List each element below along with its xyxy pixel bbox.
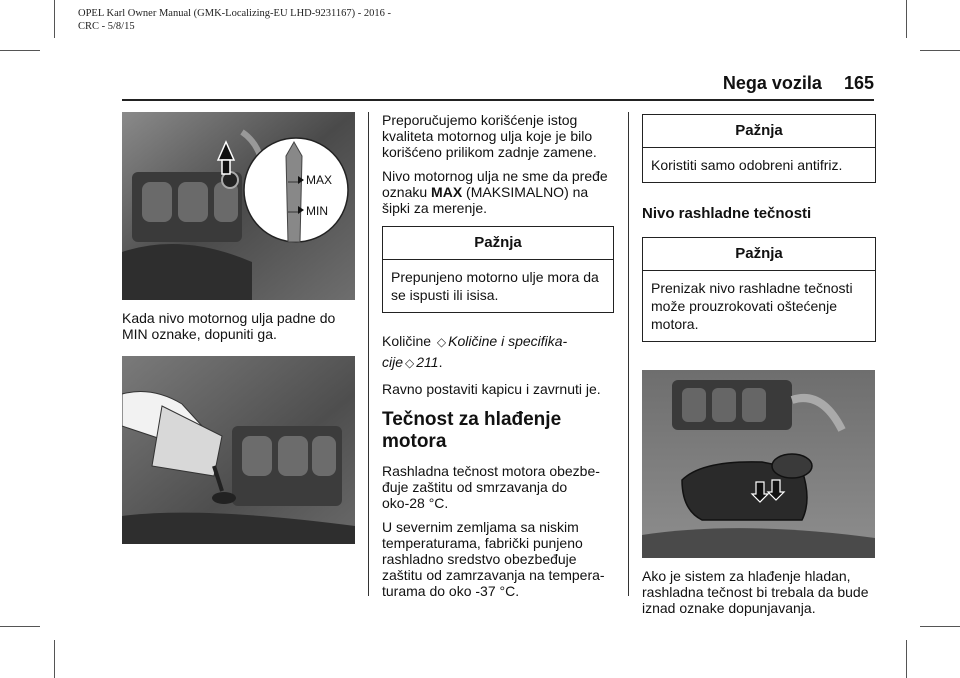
cross-reference-link[interactable]: cije <box>382 354 404 370</box>
text-run: (MAKSIMALNO) na <box>462 184 589 200</box>
caution-body <box>383 260 613 312</box>
caution-title: Pažnja <box>643 115 875 148</box>
chapter-title: Nega vozila <box>722 73 822 93</box>
crop-mark <box>920 626 960 627</box>
figure-oil-filling <box>122 356 355 544</box>
caution-body <box>643 271 875 341</box>
paragraph <box>382 112 614 160</box>
text-line: Nivo motornog ulja ne sme da pređe <box>382 168 608 184</box>
meta-line: CRC - 5/8/15 <box>78 21 135 32</box>
caution-body <box>643 148 875 182</box>
header-rule <box>122 99 874 101</box>
paragraph <box>382 331 614 373</box>
text-line: Koristiti samo odobreni antifriz. <box>651 157 843 173</box>
text-line: korišćeno prilikom zadnje zamene. <box>382 144 597 160</box>
text-line: U severnim zemljama sa niskim <box>382 519 579 535</box>
caution-box <box>642 114 876 183</box>
text-line: Prepunjeno motorno ulje mora da <box>391 269 599 285</box>
running-header <box>723 73 874 94</box>
paragraph <box>382 519 614 599</box>
text-line: oko-28 °C. <box>382 495 449 511</box>
text-line: Rashladna tečnost motora obezbe- <box>382 463 600 479</box>
text-line: zaštitu od zamrzavanja na tempera- <box>382 567 605 583</box>
page-number: 165 <box>843 73 874 93</box>
print-metadata <box>78 7 391 33</box>
caution-title: Pažnja <box>643 238 875 271</box>
paragraph <box>122 310 355 342</box>
column-right <box>642 112 876 624</box>
crop-mark <box>906 0 907 38</box>
text-line: rashladno sredstvo obezbeđuje <box>382 551 577 567</box>
section-title <box>382 409 614 453</box>
reference-arrow-icon: ◇ <box>436 335 447 349</box>
text-line: šipki za merenje. <box>382 200 488 216</box>
figure-coolant-reservoir <box>642 370 875 558</box>
text-line: Ako je sistem za hlađenje hladan, <box>642 568 851 584</box>
paragraph <box>382 463 614 511</box>
text-line: temperaturama, fabrički punjeno <box>382 535 583 551</box>
subsection-title: Nivo rashladne tečnosti <box>642 205 812 222</box>
paragraph: Ravno postaviti kapicu i zavrnuti je. <box>382 381 601 397</box>
text-line <box>382 184 614 200</box>
crop-mark <box>920 50 960 51</box>
caution-title: Pažnja <box>383 227 613 260</box>
section-title-line: motora <box>382 431 447 452</box>
text-line: rashladna tečnost bi trebala da bude <box>642 584 869 600</box>
text-line: iznad oznake dopunjavanja. <box>642 600 816 616</box>
column-divider <box>628 112 629 596</box>
text-line: Kada nivo motornog ulja padne do <box>122 310 336 326</box>
text-run: . <box>438 354 443 370</box>
crop-mark <box>0 50 40 51</box>
text-line <box>382 331 614 352</box>
text-line: đuje zaštitu od smrzavanja do <box>382 479 568 495</box>
text-line <box>382 352 614 373</box>
reference-arrow-icon: ◇ <box>405 356 415 370</box>
text-line: kvaliteta motornog ulja koje je bilo <box>382 128 593 144</box>
column-divider <box>368 112 369 596</box>
crop-mark <box>906 640 907 678</box>
paragraph <box>642 568 876 616</box>
page-reference-link[interactable]: 211 <box>416 354 439 370</box>
min-label: MIN <box>306 204 328 218</box>
text-line: MIN oznake, dopuniti ga. <box>122 326 277 342</box>
text-line: motora. <box>651 316 699 332</box>
text-line: se ispusti ili isisa. <box>391 287 499 303</box>
crop-mark <box>0 626 40 627</box>
text-line: može prouzrokovati oštećenje <box>651 298 837 314</box>
text-line: Preporučujemo korišćenje istog <box>382 112 578 128</box>
text-line: Prenizak nivo rashladne tečnosti <box>651 280 853 296</box>
figure-oil-dipstick <box>122 112 355 300</box>
crop-mark <box>54 0 55 38</box>
cross-reference-link[interactable]: Količine i specifika- <box>448 333 568 349</box>
text-run: Količine <box>382 333 435 349</box>
max-label: MAX <box>306 173 333 187</box>
crop-mark <box>54 640 55 678</box>
column-left <box>122 112 355 552</box>
caution-box <box>382 226 614 313</box>
max-mark-text: MAX <box>431 184 463 200</box>
meta-line: OPEL Karl Owner Manual (GMK-Localizing-EU LHD-9231167) - 2016 - <box>78 8 391 19</box>
section-title-line: Tečnost za hlađenje <box>382 409 562 430</box>
text-run: oznaku <box>382 184 432 200</box>
text-line: turama do oko -37 °C. <box>382 583 520 599</box>
paragraph <box>382 168 614 216</box>
column-middle <box>382 112 614 607</box>
caution-box <box>642 237 876 342</box>
